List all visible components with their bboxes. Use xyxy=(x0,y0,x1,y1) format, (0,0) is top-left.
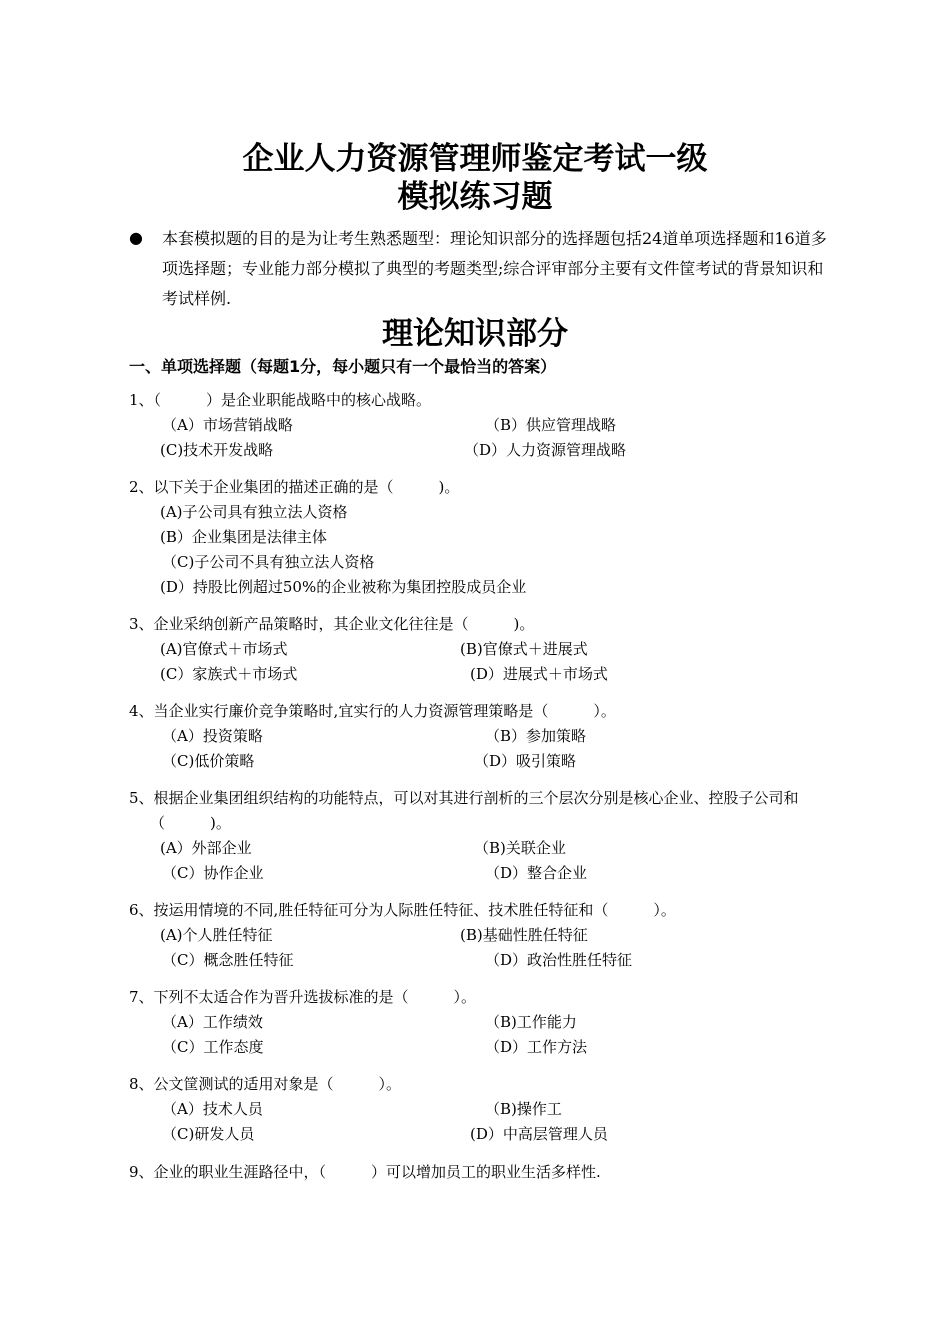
question-5-option-d: （D）整合企业 xyxy=(485,864,588,882)
document-title-line1: 企业人力资源管理师鉴定考试一级 xyxy=(242,141,708,177)
question-8: 8、公文筐测试的适用对象是（ ）。 xyxy=(129,1075,402,1093)
question-3: 3、企业采纳创新产品策略时，其企业文化往往是（ )。 xyxy=(129,615,535,633)
question-3-option-a: (A)官僚式＋市场式 xyxy=(160,640,288,658)
question-5 xyxy=(129,786,829,836)
section-title: 理论知识部分 xyxy=(382,316,568,352)
question-7-option-a: （A）工作绩效 xyxy=(162,1013,263,1031)
question-5-text: 5、根据企业集团组织结构的功能特点，可以对其进行剖析的三个层次分别是核心企业、控股子公司和（ )。 xyxy=(129,789,799,832)
question-8-option-c: （C)研发人员 xyxy=(162,1125,255,1143)
question-4-option-b: （B）参加策略 xyxy=(485,727,587,745)
question-6-option-c: （C）概念胜任特征 xyxy=(162,951,294,969)
question-3-option-d: (D）进展式＋市场式 xyxy=(470,665,608,683)
question-2-option-d: (D）持股比例超过50%的企业被称为集团控股成员企业 xyxy=(160,578,527,596)
question-2: 2、以下关于企业集团的描述正确的是（ )。 xyxy=(129,478,460,496)
question-7-option-c: （C）工作态度 xyxy=(162,1038,264,1056)
question-8-option-a: （A）技术人员 xyxy=(162,1100,263,1118)
question-7-option-b: （B)工作能力 xyxy=(485,1013,577,1031)
question-4: 4、当企业实行廉价竞争策略时,宜实行的人力资源管理策略是（ ）。 xyxy=(129,702,616,720)
question-3-option-c: (C）家族式＋市场式 xyxy=(160,665,298,683)
question-6-option-b: (B)基础性胜任特征 xyxy=(460,926,588,944)
question-8-option-d: (D）中高层管理人员 xyxy=(470,1125,608,1143)
intro-text: 本套模拟题的目的是为让考生熟悉题型：理论知识部分的选择题包括24道单项选择题和16道多项选择题；专业能力部分模拟了典型的考题类型;综合评审部分主要有文件筐考试的背景知识和考试样例. xyxy=(162,229,827,308)
question-4-option-a: （A）投资策略 xyxy=(162,727,263,745)
question-6-option-a: (A)个人胜任特征 xyxy=(160,926,273,944)
question-3-option-b: (B)官僚式＋进展式 xyxy=(460,640,588,658)
question-6-option-d: （D）政治性胜任特征 xyxy=(485,951,633,969)
question-5-option-b: （B)关联企业 xyxy=(474,839,566,857)
question-7: 7、下列不太适合作为晋升选拔标准的是（ ）。 xyxy=(129,988,477,1006)
question-5-option-c: （C）协作企业 xyxy=(162,864,264,882)
question-9: 9、企业的职业生涯路径中，（ ）可以增加员工的职业生活多样性. xyxy=(129,1163,601,1181)
question-8-option-b: （B)操作工 xyxy=(485,1100,562,1118)
question-1-option-b: （B）供应管理战略 xyxy=(485,416,617,434)
document-title-line2: 模拟练习题 xyxy=(397,179,553,215)
question-4-option-d: （D）吸引策略 xyxy=(474,752,577,770)
question-1-option-c: (C)技术开发战略 xyxy=(160,441,274,459)
question-1-option-a: （A）市场营销战略 xyxy=(162,416,293,434)
bullet-icon: ● xyxy=(129,228,143,247)
question-6: 6、按运用情境的不同,胜任特征可分为人际胜任特征、技术胜任特征和（ ）。 xyxy=(129,901,676,919)
question-4-option-c: （C)低价策略 xyxy=(162,752,255,770)
question-2-option-c: （C)子公司不具有独立法人资格 xyxy=(162,553,375,571)
question-1: 1、（ ）是企业职能战略中的核心战略。 xyxy=(129,391,432,409)
question-5-option-a: (A）外部企业 xyxy=(160,839,252,857)
subsection-title: 一、单项选择题（每题1分，每小题只有一个最恰当的答案） xyxy=(129,357,557,376)
question-2-option-b: (B）企业集团是法律主体 xyxy=(160,528,327,546)
question-2-option-a: (A)子公司具有独立法人资格 xyxy=(160,503,348,521)
question-1-option-d: （D）人力资源管理战略 xyxy=(464,441,627,459)
question-7-option-d: （D）工作方法 xyxy=(485,1038,588,1056)
